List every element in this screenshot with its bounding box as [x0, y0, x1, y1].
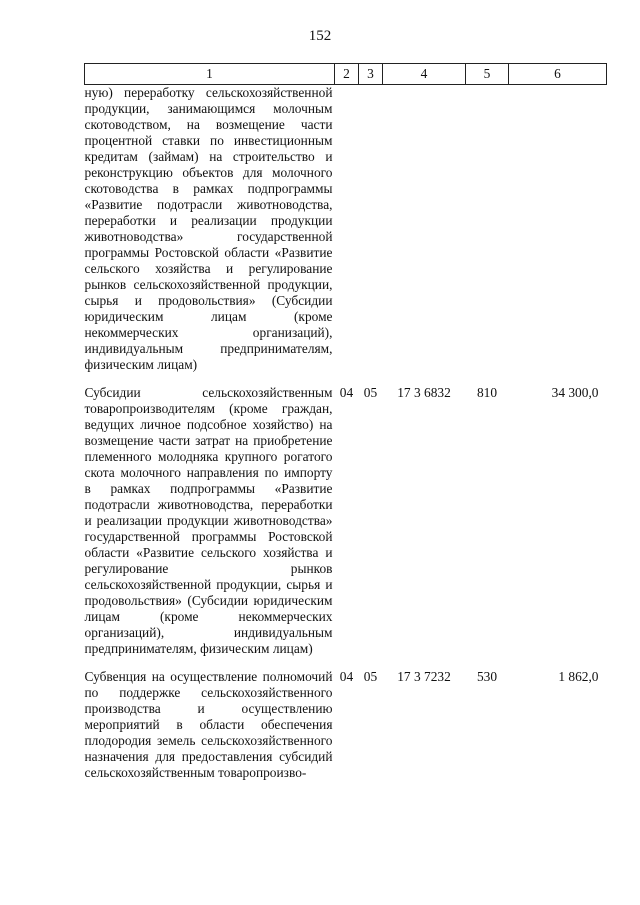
row-amount: 1 862,0	[558, 669, 599, 684]
row-description: Субсидии сельскохозяйственным товаропроизводителям (кроме граждан, ведущих личное подсобное хозяйство) на возмещение части затрат на приобретение племенного молодняка крупного рогатого скота молочного направления по импорту в рамках подпрограммы «Развитие подотрасли животноводства, переработки и реализации продукции животноводства» государственной программы Ростовской области «Развитие сельского хозяйства и регулирование рынков сельскохозяйственной продукции, сырья и продовольствия» (Субсидии юридическим лицам (кроме некоммерческих организаций), индивидуальным предпринимателям, физическим лицам)	[84, 385, 333, 656]
row-section: 04	[339, 669, 354, 684]
row-description: ную) переработку сельскохозяйственной продукции, занимающимся молочным скотоводством, на возмещение части процентной ставки по инвестиционным кредитам (займам) на строительство и реконструкцию объектов для молочного скотоводства в рамках подпрограммы «Развитие подотрасли животноводства, переработки и реализации продукции животноводства» государственной программы Ростовской области «Развитие сельского хозяйства и регулирование рынков сельскохозяйственной продукции, сырья и продовольствия» (Субсидии юридическим лицам (кроме некоммерческих организаций), индивидуальным предпринимателям, физическим лицам)	[84, 85, 333, 372]
header-col-2: 2	[335, 64, 359, 85]
row-amount	[509, 85, 607, 374]
row-expense-type	[466, 85, 509, 374]
row-section	[335, 85, 359, 374]
table-row	[85, 669, 607, 781]
header-row	[85, 64, 607, 85]
row-subsection: 05	[363, 669, 378, 684]
row-target-article: 17 3 6832	[397, 385, 451, 400]
header-col-1: 1	[85, 64, 335, 85]
row-spacer	[85, 373, 607, 385]
page-number: 152	[308, 28, 332, 44]
table-row	[85, 85, 607, 374]
header-col-4: 4	[383, 64, 466, 85]
row-expense-type: 810	[476, 385, 498, 400]
table-row	[85, 385, 607, 657]
row-subsection: 05	[363, 385, 378, 400]
header-col-5: 5	[466, 64, 509, 85]
row-spacer	[85, 657, 607, 669]
row-target-article: 17 3 7232	[397, 669, 451, 684]
row-amount: 34 300,0	[551, 385, 599, 400]
row-subsection	[359, 85, 383, 374]
row-target-article	[383, 85, 466, 374]
header-col-3: 3	[359, 64, 383, 85]
row-expense-type: 530	[476, 669, 498, 684]
row-section: 04	[339, 385, 354, 400]
budget-table	[84, 63, 607, 781]
row-description: Субвенция на осуществление полномочий по поддержке сельскохозяйственного производства и осуществлению мероприятий в области обеспечения плодородия земель сельскохозяйственного назначения для предоставления субсидий сельскохозяйственным товаропроизво-	[84, 669, 333, 780]
header-col-6: 6	[509, 64, 607, 85]
